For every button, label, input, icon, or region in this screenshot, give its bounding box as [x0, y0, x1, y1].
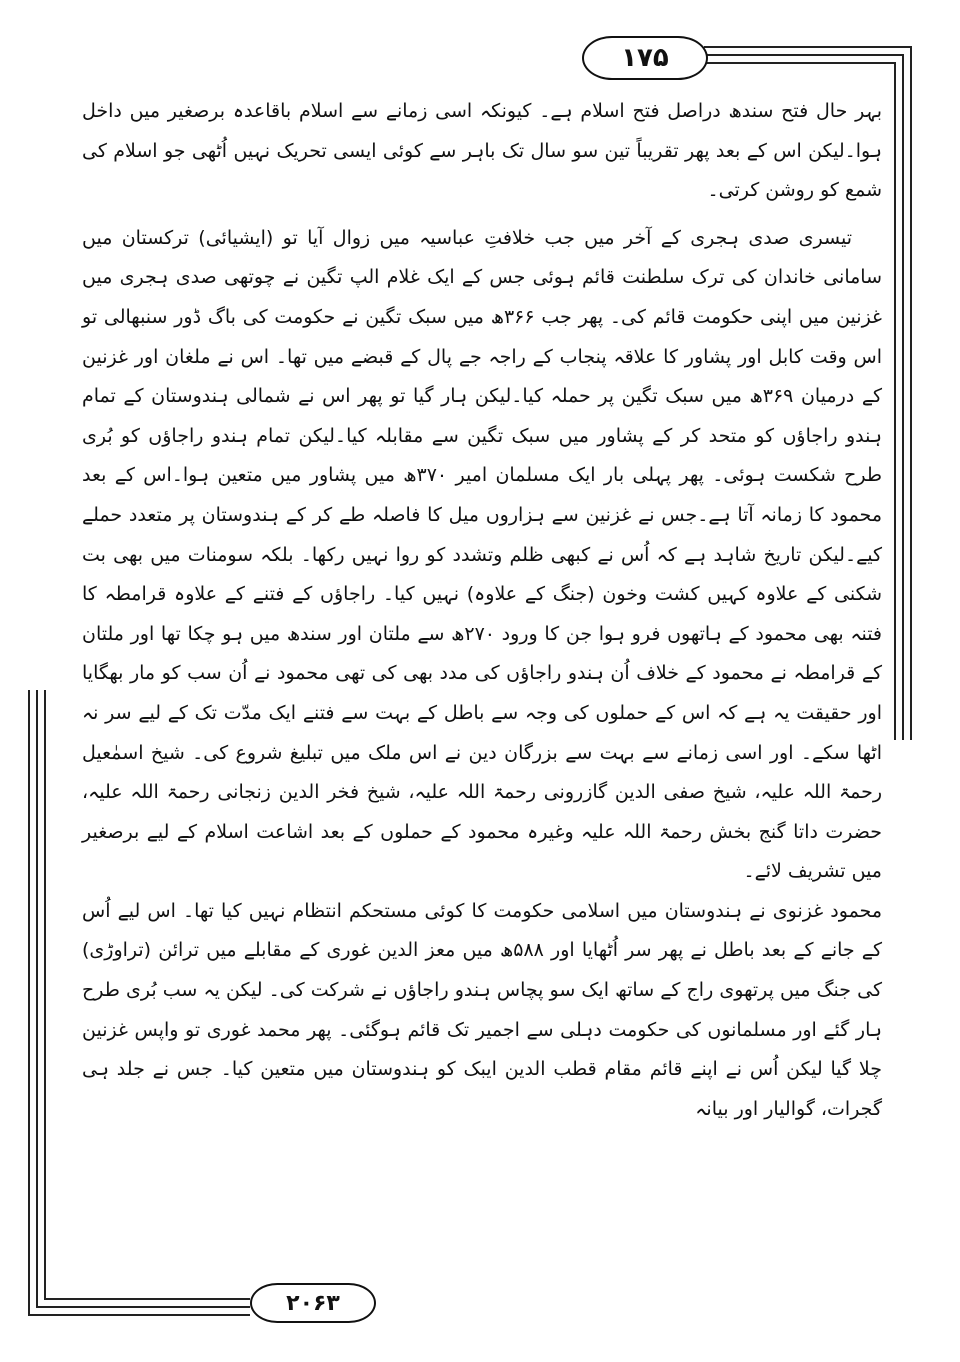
page-body — [82, 92, 882, 1129]
page-number-top: ۱۷۵ — [582, 36, 708, 80]
page-number-bottom: ۲۰۶۳ — [250, 1283, 376, 1323]
frame-top-line-3 — [704, 62, 894, 64]
paragraph-2: تیسری صدی ہجری کے آخر میں جب خلافتِ عباسیہ میں زوال آیا تو (ایشیائی) ترکستان میں سامانی خاندان کی ترک سلطنت قائم ہوئی جس کے ایک غلام الپ تگین نے چوتھی صدی ہجری میں غزنین میں اپنی حکومت قائم کی۔ پھر جب ۳۶۶ھ میں سبک تگین نے حکومت کی باگ ڈور سنبھالی تو اس وقت کابل اور پشاور کا علاقہ پنجاب کے راجہ جے پال کے قبضے میں تھا۔ اس نے ملغان اور غزنین کے درمیان ۳۶۹ھ میں سبک تگین پر حملہ کیا۔لیکن ہار گیا تو پھر اس نے شمالی ہندوستان کے تمام ہندو راجاؤں کو متحد کر کے پشاور میں سبک تگین سے مقابلہ کیا۔لیکن تمام ہندو راجاؤں کو بُری طرح شکست ہوئی۔ پھر پہلی بار ایک مسلمان امیر ۳۷۰ھ میں پشاور میں متعین ہوا۔اس کے بعد محمود کا زمانہ آتا ہے۔جس نے غزنین سے ہزاروں میل کا فاصلہ طے کر کے ہندوستان پر متعدد حملے کیے۔لیکن تاریخ شاہد ہے کہ اُس نے کبھی ظلم وتشدد کو روا نہیں رکھا۔ بلکہ سومنات میں بھی بت شکنی کے علاوہ کہیں کشت وخون (جنگ کے علاوہ) نہیں کیا۔ راجاؤں کے فتنے کے علاوہ قرامطہ کا فتنہ بھی محمود کے ہاتھوں فرو ہوا جن کا ورود ۲۷۰ھ سے ملتان اور سندھ میں ہو چکا تھا اور ملتان کے قرامطہ نے محمود کے خلاف اُن ہندو راجاؤں کی مدد بھی کی تھی محمود نے اُن سب کو مار بھگایا اور حقیقت یہ ہے کہ اس کے حملوں کی وجہ سے باطل کے بہت سے فتنے ایک مدّت تک کے لیے سر نہ اٹھا سکے۔ اور اسی زمانے سے بہت سے بزرگان دین نے اس ملک میں تبلیغ شروع کی۔ شیخ اسمٰعیل رحمۃ اللہ علیہ، شیخ صفی الدین گازرونی رحمۃ اللہ علیہ، شیخ فخر الدین زنجانی رحمۃ اللہ علیہ، حضرت داتا گنج بخش رحمۃ اللہ علیہ وغیرہ محمود کے حملوں کے بعد اشاعت اسلام کے لیے برصغیر میں تشریف لائے۔ — [82, 226, 883, 883]
frame-bottom-line-3 — [44, 1298, 250, 1300]
frame-bottom-line-2 — [36, 1306, 250, 1308]
frame-left-line-1 — [28, 690, 30, 1314]
frame-bottom-line-1 — [28, 1314, 250, 1316]
frame-right-line-3 — [894, 62, 896, 740]
frame-top-line-1 — [704, 46, 910, 48]
frame-left-line-2 — [36, 690, 38, 1306]
paragraph-1: بہر حال فتح سندھ دراصل فتح اسلام ہے۔ کیونکہ اسی زمانے سے اسلام باقاعدہ برصغیر میں داخل ہوا۔لیکن اس کے بعد پھر تقریباً تین سو سال تک باہر سے کوئی ایسی تحریک نہیں اُٹھی جو اسلام کی شمع کو روشن کرتی۔ — [82, 100, 882, 202]
frame-top-line-2 — [704, 54, 902, 56]
frame-right-line-1 — [910, 46, 912, 740]
frame-right-line-2 — [902, 54, 904, 740]
paragraph-3: محمود غزنوی نے ہندوستان میں اسلامی حکومت کا کوئی مستحکم انتظام نہیں کیا تھا۔ اس لیے اُس کے جانے کے بعد باطل نے پھر سر اُٹھایا اور ۵۸۸ھ میں معز الدین غوری کے مقابلے میں ترائن (تراوڑی) کی جنگ میں پرتھوی راج کے ساتھ ایک سو پچاس ہندو راجاؤں نے شرکت کی۔ لیکن یہ سب بُری طرح ہار گئے اور مسلمانوں کی حکومت دہلی سے اجمیر تک قائم ہوگئی۔ پھر محمد غوری تو واپس غزنین چلا گیا لیکن اُس نے اپنے قائم مقام قطب الدین ایبک کو ہندوستان میں متعین کیا۔ جس نے جلد ہی گجرات، گوالیار اور بیانہ — [82, 899, 882, 1120]
frame-left-line-3 — [44, 690, 46, 1298]
